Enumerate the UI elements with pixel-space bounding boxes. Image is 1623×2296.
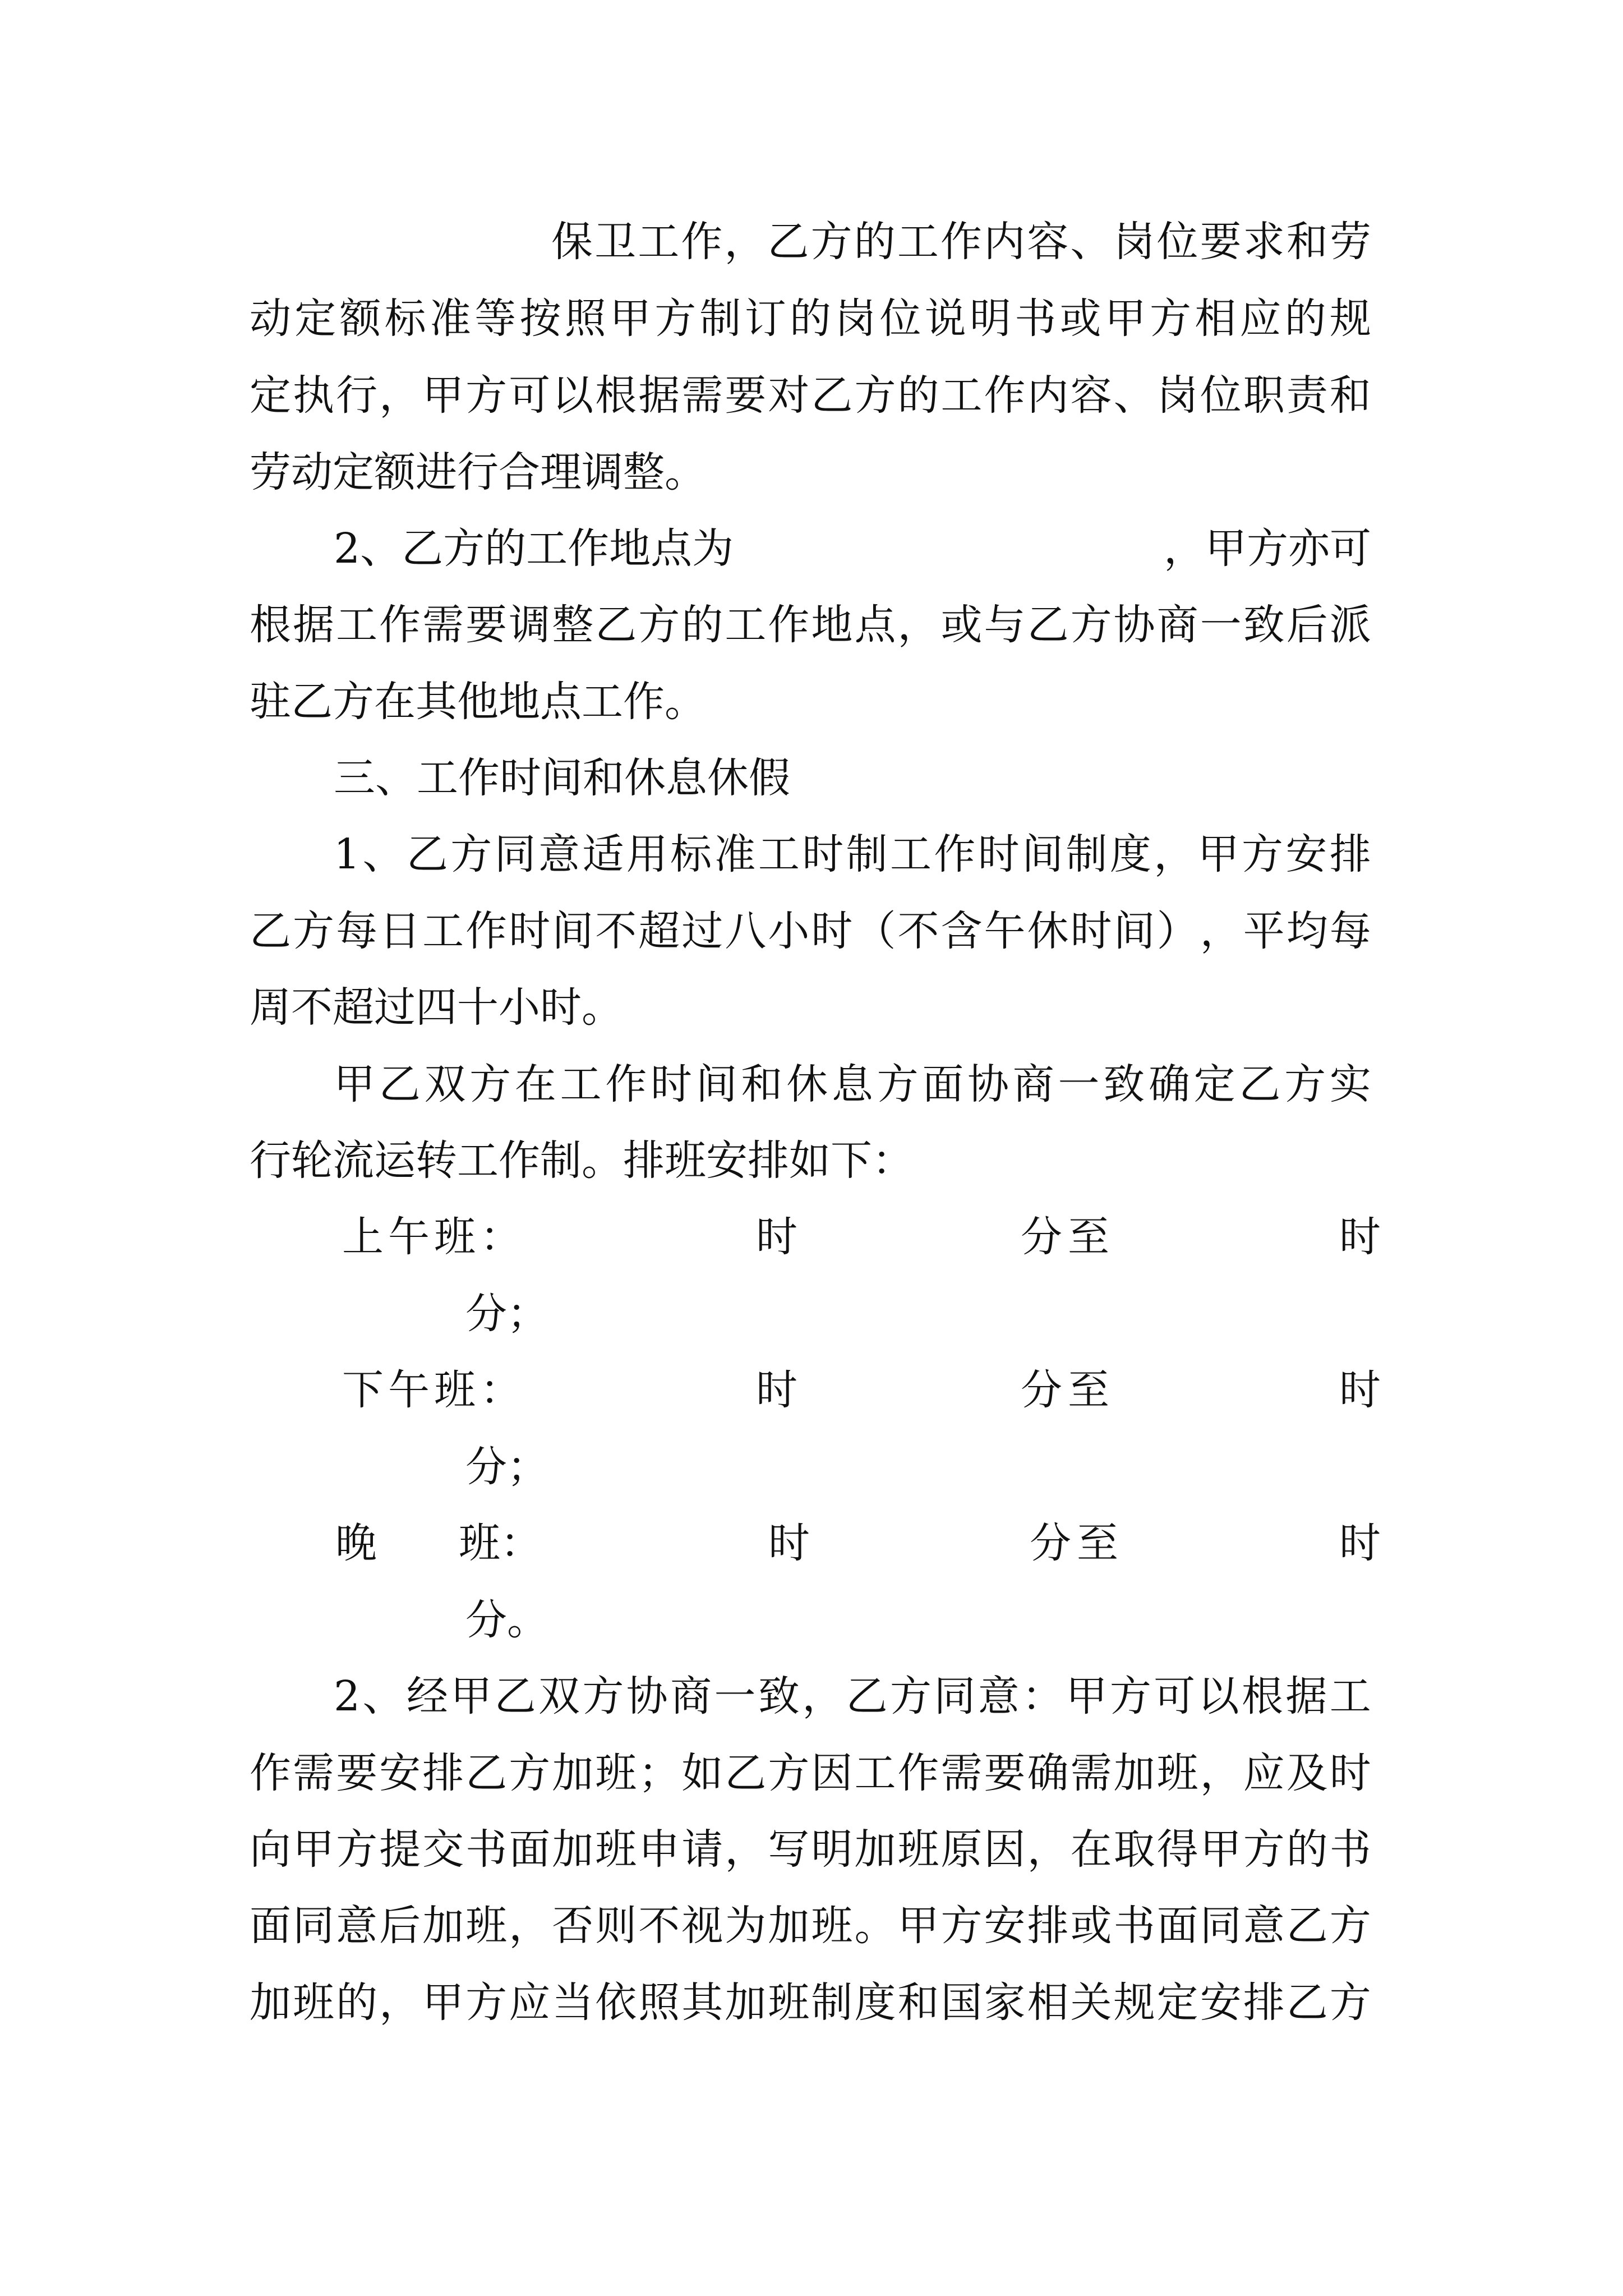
text-line: 2、乙方的工作地点为 [334,524,734,573]
shift-hour-end: 时 [1339,1366,1381,1414]
shift-minute-to: 分至 [1021,1213,1115,1261]
shift-minute-to: 分至 [1021,1366,1115,1414]
section-heading: 三、工作时间和休息休假 [334,754,790,802]
shift-label-night-a: 晚 [335,1519,377,1567]
shift-hour-end: 时 [1339,1213,1381,1261]
text-line: 根 据 工 作 需 要 调 整 乙 方 的 工 作 地 点 ， 或 与 乙 方 协 商 一 致 后 派 [250,601,1371,649]
text-line: 甲 乙 双 方 在 工 作 时 间 和 休 息 方 面 协 商 一 致 确 定 乙 方 实 [334,1060,1371,1108]
text-line: 驻乙方在其他地点工作。 [250,678,706,726]
shift-hour-end: 时 [1339,1519,1381,1567]
shift-hour-start: 时 [756,1366,797,1414]
shift-minute-to: 分至 [1030,1519,1124,1567]
shift-label-morning: 上午班： [342,1213,526,1261]
text-line: 向 甲 方 提 交 书 面 加 班 申 请 ， 写 明 加 班 原 因 ， 在 取 得 甲 方 的 书 [250,1825,1371,1874]
text-line: 1 、 乙 方 同 意 适 用 标 准 工 时 制 工 作 时 间 制 度 ， 甲 方 安 排 [334,830,1371,878]
shift-label-afternoon: 下午班： [342,1366,526,1414]
shift-hour-start: 时 [768,1519,810,1567]
shift-label-night-b: 班： [459,1519,542,1567]
text-line: 动 定 额 标 准 等 按 照 甲 方 制 订 的 岗 位 说 明 书 或 甲 方 相 应 的 规 [250,295,1371,343]
text-line: 定 执 行 ， 甲 方 可 以 根 据 需 要 对 乙 方 的 工 作 内 容 、 岗 位 职 责 和 [250,371,1371,420]
text-line: ，甲方亦可 [1164,524,1371,573]
text-line: 劳动定额进行合理调整。 [250,448,706,496]
text-line: 乙 方 每 日 工 作 时 间 不 超 过 八 小 时 （ 不 含 午 休 时 间 ） ， 平 均 每 [250,907,1371,955]
shift-minute-end: 分； [465,1443,548,1491]
text-line: 2 、 经 甲 乙 双 方 协 商 一 致 ， 乙 方 同 意 ： 甲 方 可 以 根 据 工 [334,1672,1371,1720]
text-line: 行轮流运转工作制。排班安排如下： [250,1137,914,1185]
shift-hour-start: 时 [756,1213,797,1261]
shift-minute-end: 分； [465,1290,548,1338]
text-line: 保 卫 工 作 ， 乙 方 的 工 作 内 容 、 岗 位 要 求 和 劳 [551,218,1371,266]
text-line: 作 需 要 安 排 乙 方 加 班 ； 如 乙 方 因 工 作 需 要 确 需 加 班 ， 应 及 时 [250,1749,1371,1797]
text-line: 面 同 意 后 加 班 ， 否 则 不 视 为 加 班 。 甲 方 安 排 或 书 面 同 意 乙 方 [250,1902,1371,1950]
text-line: 加 班 的 ， 甲 方 应 当 依 照 其 加 班 制 度 和 国 家 相 关 规 定 安 排 乙 方 [250,1978,1371,2027]
text-line: 周不超过四十小时。 [250,983,623,1032]
shift-minute-end: 分。 [465,1596,548,1644]
